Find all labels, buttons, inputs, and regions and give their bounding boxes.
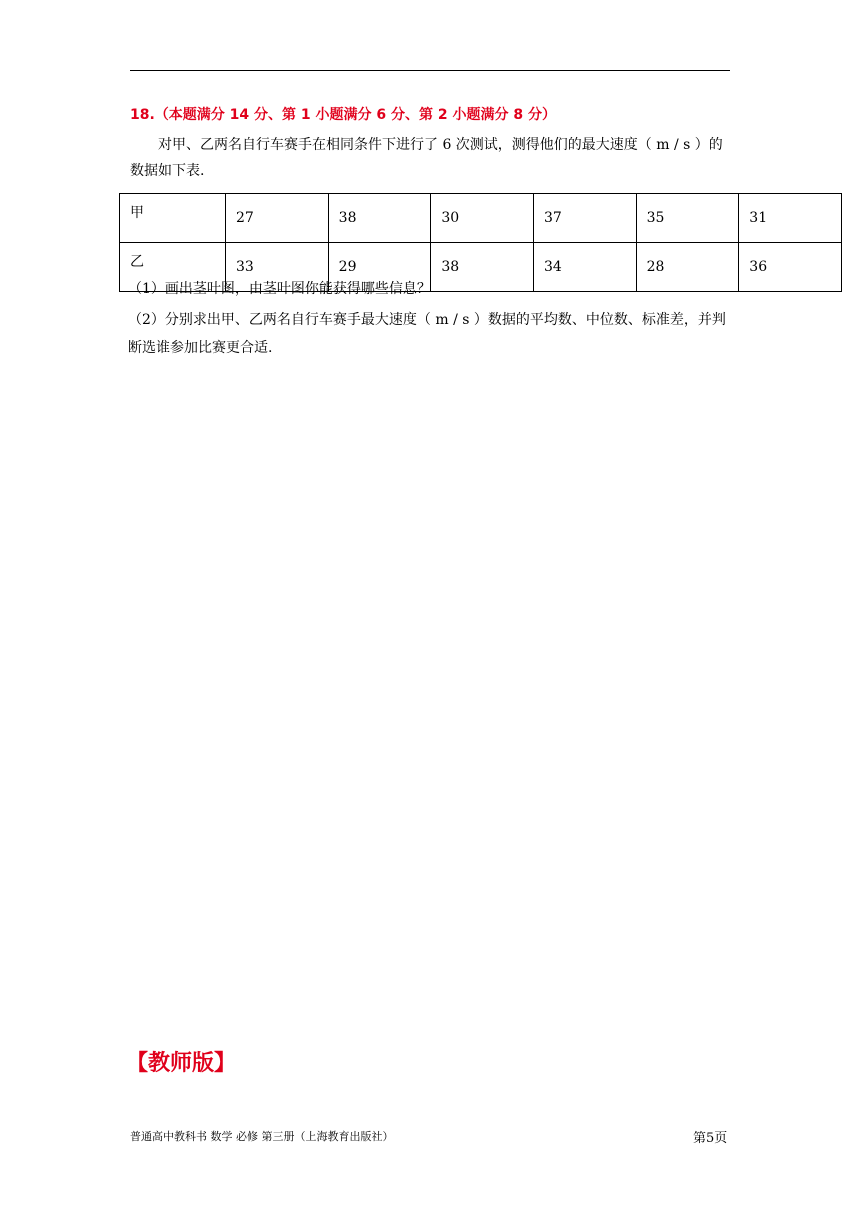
table-cell: 28 [636,243,739,292]
table-cell: 34 [533,243,636,292]
table-cell: 31 [739,194,842,243]
sub-question-2: （2）分别求出甲、乙两名自行车赛手最大速度（ m / s ）数据的平均数、中位数、标准差，并判断选谁参加比赛更合适. [128,312,726,356]
table-cell: 38 [328,194,431,243]
footer-page-number: 第5页 [693,1131,728,1146]
question-intro: 对甲、乙两名自行车赛手在相同条件下进行了 6 次测试，测得他们的最大速度（ m / s ）的数据如下表. [130,137,723,179]
footer-book-info: 普通高中教科书 数学 必修 第三册（上海教育出版社） [130,1130,394,1143]
row-label: 乙 [120,243,226,292]
row-label: 甲 [120,194,226,243]
table-cell: 36 [739,243,842,292]
table-cell: 29 [328,243,431,292]
table-cell: 33 [226,243,329,292]
table-cell: 35 [636,194,739,243]
header-rule [130,70,730,71]
table-cell: 30 [431,194,534,243]
table-cell: 27 [226,194,329,243]
teacher-edition-badge: 【教师版】 [126,1051,237,1076]
question-title: 18.（本题满分 14 分、第 1 小题满分 6 分、第 2 小题满分 8 分） [130,107,556,123]
table-row [120,194,842,243]
sub-question-1: （1）画出茎叶图，由茎叶图你能获得哪些信息？ [128,281,431,297]
table-cell: 38 [431,243,534,292]
table-cell: 37 [533,194,636,243]
